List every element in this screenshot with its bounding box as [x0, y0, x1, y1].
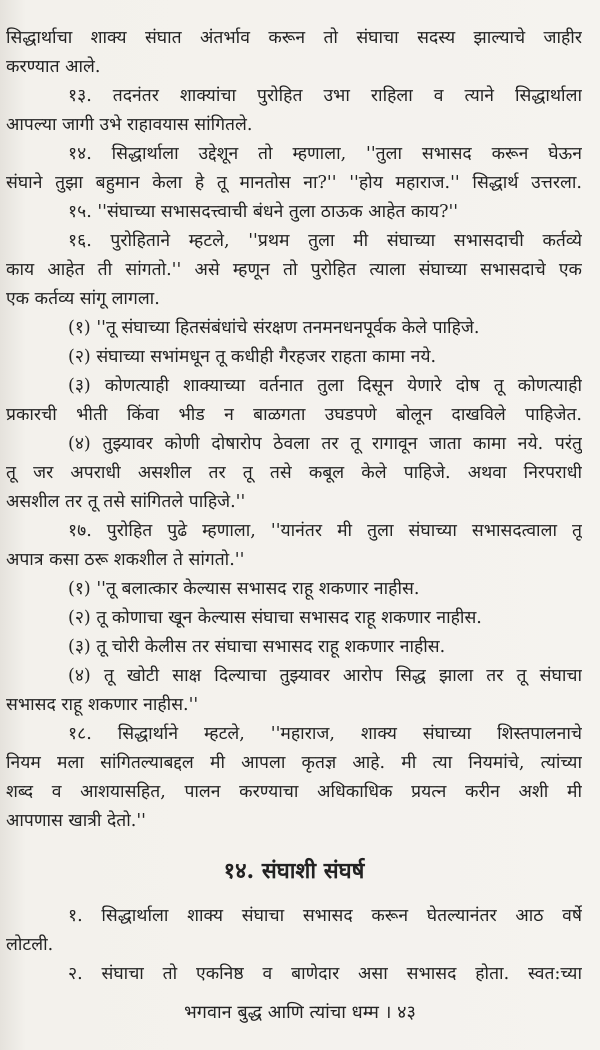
- section-paragraph-2: २. संघाचा तो एकनिष्ठ व बाणेदार असा सभासद होता. स्वत:च्या: [68, 964, 582, 984]
- page-footer: भगवान बुद्ध आणि त्यांचा धम्म । ४३: [184, 1002, 416, 1023]
- text-line: काय आहेत ती सांगतो.'' असे म्हणून तो पुरोहित त्याला संघाच्या सभासदाचे एक: [6, 260, 582, 280]
- disqualification-item-2: (२) तू कोणाचा खून केल्यास संघाचा सभासद राहू शकणार नाहीस.: [68, 608, 482, 628]
- duty-item-3: (३) कोणत्याही शाक्याच्या वर्तनात तुला दिसून येणारे दोष तू कोणत्याही: [68, 376, 582, 396]
- text-line: असशील तर तू तसे सांगितले पाहिजे.'': [6, 492, 246, 512]
- disqualification-item-3: (३) तू चोरी केलीस तर संघाचा सभासद राहू शकणार नाहीस.: [68, 637, 446, 657]
- disqualification-item-1: (१) ''तू बलात्कार केल्यास सभासद राहू शकणार नाहीस.: [68, 579, 420, 599]
- section-text: [6, 902, 582, 989]
- duty-item-4: (४) तुझ्यावर कोणी दोषारोप ठेवला तर तू रागावून जाता कामा नये. परंतु: [68, 434, 582, 454]
- text-line: तू जर अपराधी असशील तर तू तसे कबूल केले पाहिजे. अथवा निरपराधी: [6, 463, 582, 483]
- paragraph-17: १७. पुरोहित पुढे म्हणाला, ''यानंतर मी तुला संघाच्या सभासदत्वाला तू: [68, 521, 582, 541]
- paragraph-13: १३. तदनंतर शाक्यांचा पुरोहित उभा राहिला व त्याने सिद्धार्थाला: [68, 86, 582, 106]
- disqualification-item-4: (४) तू खोटी साक्ष दिल्याचा तुझ्यावर आरोप सिद्ध झाला तर तू संघाचा: [68, 666, 582, 686]
- section-paragraph-1: १. सिद्धार्थाला शाक्य संघाचा सभासद करून घेतल्यानंतर आठ वर्षे: [68, 906, 582, 926]
- duty-item-2: (२) संघाच्या सभांमधून तू कधीही गैरहजर राहता कामा नये.: [68, 347, 437, 367]
- duty-item-1: (१) ''तू संघाच्या हितसंबंधांचे संरक्षण तनमनधनपूर्वक केले पाहिजे.: [68, 318, 480, 338]
- text-line: सभासद राहू शकणार नाहीस.'': [6, 695, 199, 715]
- text-line: संघाने तुझा बहुमान केला हे तू मानतोस ना?'' ''होय महाराज.'' सिद्धार्थ उत्तरला.: [6, 173, 582, 193]
- text-line: नियम मला सांगितल्याबद्दल मी आपला कृतज्ञ आहे. मी त्या नियमांचे, त्यांच्या: [6, 753, 582, 773]
- section-heading: १४. संघाशी संघर्ष: [223, 858, 365, 884]
- text-line: प्रकारची भीती किंवा भीड न बाळगता उघडपणे बोलून दाखविले पाहिजेत.: [6, 405, 582, 425]
- text-line: लोटली.: [6, 935, 54, 955]
- text-line: आपणास खात्री देतो.'': [6, 811, 146, 831]
- text-line: सिद्धार्थाचा शाक्य संघात अंतर्भाव करून तो संघाचा सदस्य झाल्याचे जाहीर: [6, 28, 582, 48]
- text-line: एक कर्तव्य सांगू लागला.: [6, 289, 160, 309]
- paragraph-18: १८. सिद्धार्थाने म्हटले, ''महाराज, शाक्य संघाच्या शिस्तपालनाचे: [68, 724, 582, 744]
- paragraph-16: १६. पुरोहिताने म्हटले, ''प्रथम तुला मी संघाच्या सभासदाची कर्तव्ये: [68, 231, 582, 251]
- paragraph-14: १४. सिद्धार्थाला उद्देशून तो म्हणाला, ''तुला सभासद करून घेऊन: [68, 144, 582, 164]
- text-line: शब्द व आशयासहित, पालन करण्याचा अधिकाधिक प्रयत्न करीन अशी मी: [6, 782, 582, 802]
- text-line: अपात्र कसा ठरू शकशील ते सांगतो.'': [6, 550, 245, 570]
- text-line: करण्यात आले.: [6, 57, 101, 77]
- body-text: [6, 24, 582, 836]
- paragraph-15: १५. ''संघाच्या सभासदत्त्वाची बंधने तुला ठाऊक आहेत काय?'': [68, 202, 459, 222]
- text-line: आपल्या जागी उभे राहावयास सांगितले.: [6, 115, 253, 135]
